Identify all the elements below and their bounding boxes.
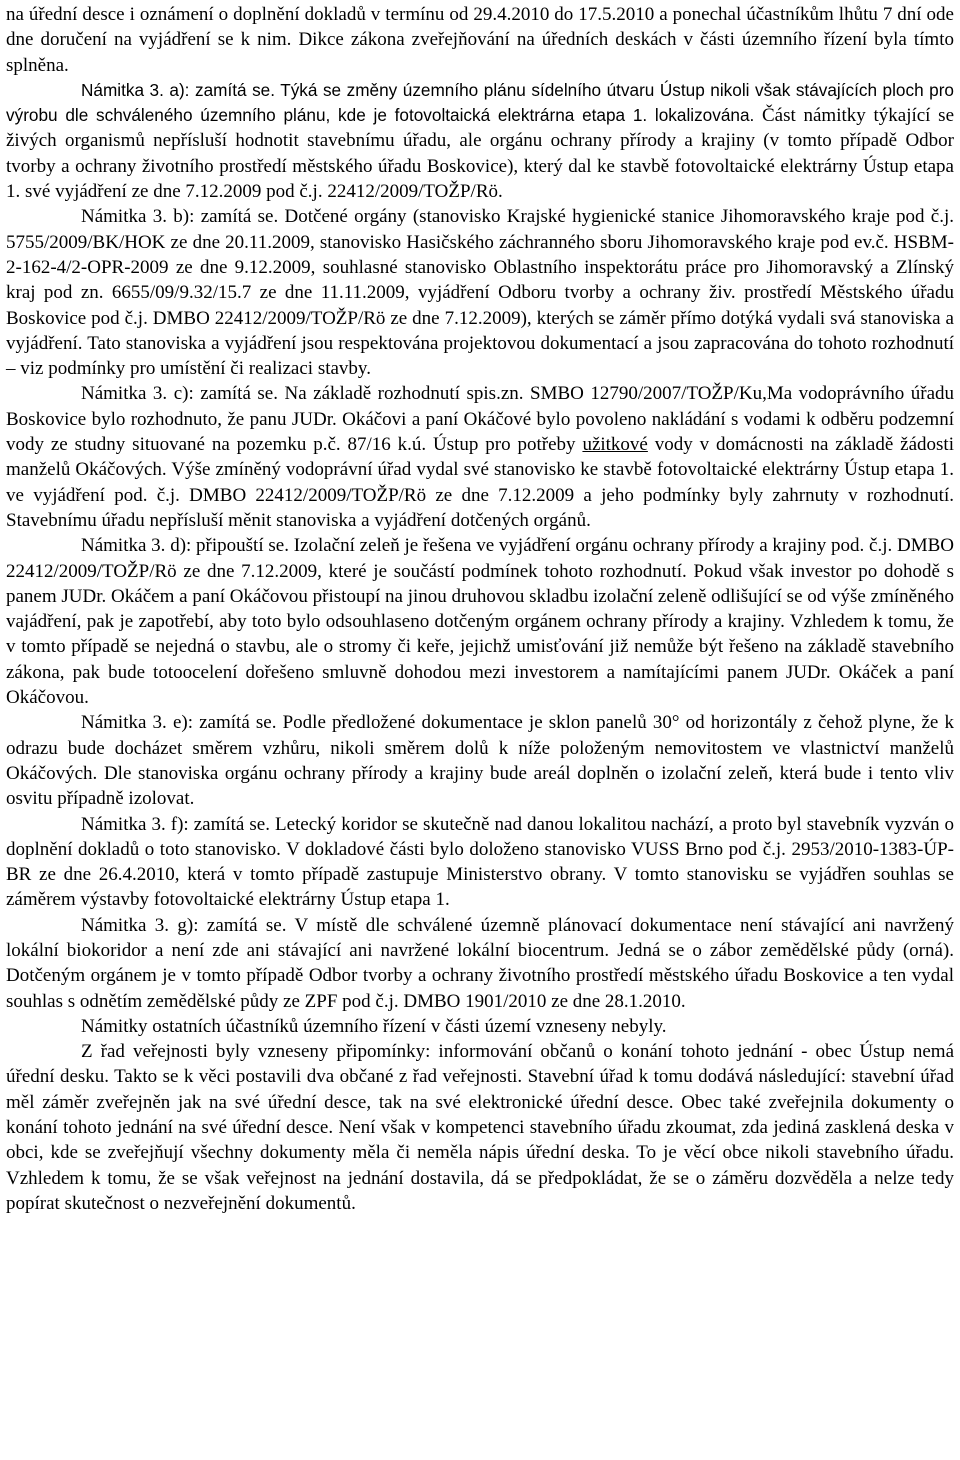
paragraph-notice-deadline [6,2,954,78]
paragraph-objection-3e [6,710,954,811]
paragraph-text: Z řad veřejnosti byly vzneseny připomínky: informování občanů o konání tohoto jednání - obec Ústup nemá úřední desku. Takto se k věci postavili dva občané z řad veřejnosti. Stavební úřad k tomu dodává následující: stavební úřad měl záměr zveřejněn jak na své úřední desce, tak na své elektronické úřední desce. Obec také zveřejnila dokumenty o konání tohoto jednání na své úřední desce. Není však v kompetenci stavebního úřadu zkoumat, zda jediná zasklená deska v obci, kde se zveřejňují všechny dokumenty měla či neměla nápis úřední deska. To je věcí obce nikoli stavebního úřadu. Vzhledem k tomu, že se však veřejnost na jednání dostavila, dá se předpokládat, že se o záměru dozvěděla a nelze tedy popírat skutečnost o nezveřejnění dokumentů. [6,1041,954,1214]
paragraph-objection-3d [6,533,954,710]
paragraph-text: Námitka 3. d): připouští se. Izolační zeleň je řešena ve vyjádření orgánu ochrany přírody a krajiny pod. č.j. DMBO 22412/2009/TOŽP/Rö ze dne 7.12.2009, které je součástí podmínek tohoto rozhodnutí. Pokud však investor po dohodě s panem JUDr. Okáčem a paní Okáčovou přistoupí na jinou druhovou skladbu izolační zeleně odlišující se od výše zmíněného vajádření, pak je zapotřebí, aby toto bylo odsouhlaseno dotčeným orgánem ochrany přírody a krajiny. Vzhledem k tomu, že v tomto případě se nejedná o stavbu, ale o stromy či keře, jejichž umisťování již nemůže být řešeno na základě stavebního zákona, pak bude totoocelení dořešeno smluvně dohodou mezi investorem a namítajícími panem JUDr. Okáček a paní Okáčovou. [6,535,954,709]
objection-3a-text: Námitka 3. a): zamítá se. Týká se změny územního plánu sídelního útvaru Ústup nikoli však stávajících ploch pro výrobu dle schváleného územního plánu, kde je fotovoltaická elektrárna etapa 1. lokalizována. [6,79,954,126]
paragraph-public-comments [6,1039,954,1216]
paragraph-text: Námitka 3. f): zamítá se. Letecký koridor se skutečně nad danou lokalitou nachází, a proto byl stavebník vyzván o doplnění dokladů o toto stanovisko. V dokladové části bylo doloženo stanovisko VUSS Brno pod č.j. 2953/2010-1383-ÚP-BR ze dne 26.4.2010, která v tomto případě zastupuje Ministerstvo obrany. V tomto stanovisku se vyjádřen souhlas se záměrem výstavby fotovoltaické elektrárny Ústup etapa 1. [6,813,954,911]
paragraph-other-participants [6,1014,954,1039]
paragraph-text-continued: vody v domácnosti na základě žádosti manželů Okáčových. Výše zmíněný vodoprávní úřad vydal své stanovisko ke stavbě fotovoltaické elektrárny Ústup etapa 1. ve vyjádření pod. č.j. DMBO 22412/2009/TOŽP/Rö ze dne 7.12.2009 a jeho podmínky byly zahrnuty v rozhodnutí. Stavebnímu úřadu nepřísluší měnit stanoviska a vyjádření dotčených orgánů. [6,434,954,531]
paragraph-text: Námitka 3. c): zamítá se. Na základě rozhodnutí spis.zn. SMBO 12790/2007/TOŽP/Ku,Ma vodoprávního úřadu Boskovice bylo rozhodnuto, že panu JUDr. Okáčovi a paní Okáčové bylo povoleno nakládání s vodami k odběru podzemní vody ze studny situované na pozemku p.č. 87/16 k.ú. Ústup pro potřeby [6,383,954,456]
paragraph-objection-3c [6,381,954,533]
paragraph-text: Námitka 3. b): zamítá se. Dotčené orgány (stanovisko Krajské hygienické stanice Jihomoravského kraje pod č.j. 5755/2009/BK/HOK ze dne 20.11.2009, stanovisko Hasičského záchranného sboru Jihomoravského kraje pod ev.č. HSBM-2-162-4/2-OPR-2009 ze dne 9.12.2009, souhlasné stanovisko Oblastního inspektorátu práce pro Jihomoravský a Zlínský kraj pod zn. 6655/09/9.32/15.7 ze dne 11.11.2009, vyjádření Odboru tvorby a ochrany živ. prostředí Městského úřadu Boskovice pod č.j. DMBO 22412/2009/TOŽP/Rö ze dne 7.12.2009), kterých se záměr přímo dotýká vydali svá stanoviska a vyjádření. Tato stanoviska a vyjádření jsou respektována projektovou dokumentací a jsou zapracována do tohoto rozhodnutí – viz podmínky pro umístění či realizaci stavby. [6,206,954,380]
paragraph-objection-3a [6,78,954,204]
paragraph-objection-3f [6,812,954,913]
paragraph-objection-3g [6,913,954,1014]
paragraph-text: Námitky ostatních účastníků územního řízení v části území vzneseny nebyly. [81,1015,667,1037]
paragraph-text: Námitka 3. g): zamítá se. V místě dle schválené územně plánovací dokumentace není stávající ani navržený lokální biokoridor a není zde ani stávající ani navržené lokální biocentrum. Jedná se o zábor zemědělské půdy (orná). Dotčeným orgánem je v tomto případě Odbor tvorby a ochrany životního prostředí městského úřadu Boskovice a ten vydal souhlas s odnětím zemědělské půdy ze ZPF pod č.j. DMBO 1901/2010 ze dne 28.1.2010. [6,914,954,1012]
paragraph-objection-3b [6,204,954,381]
paragraph-text: Námitka 3. e): zamítá se. Podle předložené dokumentace je sklon panelů 30° od horizontály z čehož plyne, že k odrazu bude docházet směrem vzhůru, nikoli směrem dolů k níže položeným nemovitostem ve vlastnictví manželů Okáčových. Dle stanoviska orgánu ochrany přírody a krajiny bude areál doplněn o izolační zeleň, která bude i tento vliv osvitu případně izolovat. [6,712,954,810]
underlined-word: užitkové [582,434,648,456]
paragraph-text: na úřední desce i oznámení o doplnění dokladů v termínu od 29.4.2010 do 17.5.2010 a ponechal účastníkům lhůtu 7 dní ode dne doručení na vyjádření se k nim. Dikce zákona zveřejňování na úředních deskách v části územního řízení byla tímto splněna. [6,4,954,76]
objection-3a-continuation: Část námitky týkající se živých organismů nepřísluší hodnotit stavebnímu úřadu, ale orgánu ochrany přírody a krajiny (v tomto případě Odbor tvorby a ochrany životního prostředí městského úřadu Boskovice), který dal ke stavbě fotovoltaické elektrárny Ústup etapa 1. své vyjádření ze dne 7.12.2009 pod č.j. 22412/2009/TOŽP/Rö. [6,105,955,203]
